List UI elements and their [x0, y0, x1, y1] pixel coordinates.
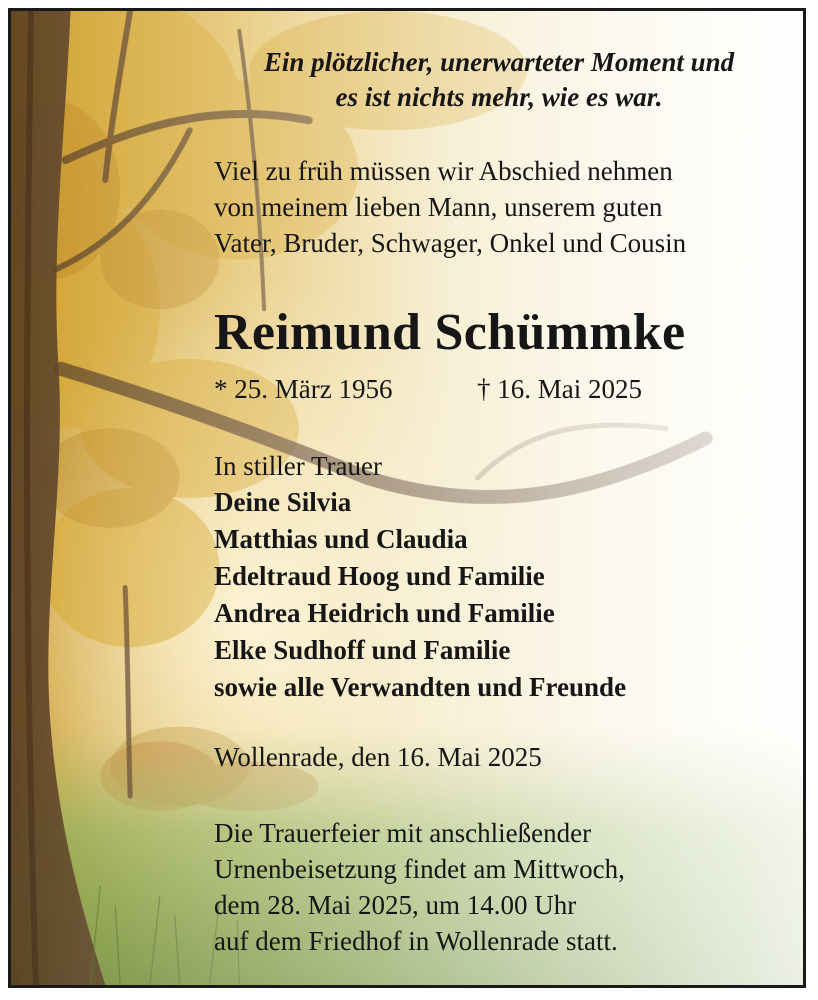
mourner-name: Andrea Heidrich und Familie	[214, 598, 555, 628]
funeral-info-line-4: auf dem Friedhof in Wollenrade statt.	[214, 926, 618, 956]
obituary-text	[11, 11, 803, 985]
mourners-heading: In stiller Trauer	[214, 451, 382, 481]
mourner-name: Deine Silvia	[214, 487, 352, 517]
funeral-info-line-1: Die Trauerfeier mit anschließender	[214, 818, 592, 848]
motto-line-2: es ist nichts mehr, wie es war.	[335, 82, 663, 112]
intro-line-1: Viel zu früh müssen wir Abschied nehmen	[214, 156, 673, 186]
intro-line-2: von meinem lieben Mann, unserem guten	[214, 192, 663, 222]
obituary-frame	[8, 8, 806, 988]
intro-line-3: Vater, Bruder, Schwager, Onkel und Cousin	[214, 228, 687, 258]
funeral-info-line-3: dem 28. Mai 2025, um 14.00 Uhr	[214, 890, 577, 920]
mourner-name: sowie alle Verwandten und Freunde	[214, 672, 627, 702]
place-date: Wollenrade, den 16. Mai 2025	[214, 742, 542, 772]
mourner-name: Edeltraud Hoog und Familie	[214, 561, 545, 591]
motto-line-1: Ein plötzlicher, unerwarteter Moment und	[263, 47, 735, 77]
funeral-info-line-2: Urnenbeisetzung findet am Mittwoch,	[214, 854, 625, 884]
mourner-name: Elke Sudhoff und Familie	[214, 635, 511, 665]
birth-date: * 25. März 1956	[214, 374, 393, 404]
life-dates	[214, 374, 734, 405]
death-date: † 16. Mai 2025	[477, 374, 642, 404]
mourner-name: Matthias und Claudia	[214, 524, 468, 554]
deceased-name: Reimund Schümmke	[214, 304, 686, 361]
